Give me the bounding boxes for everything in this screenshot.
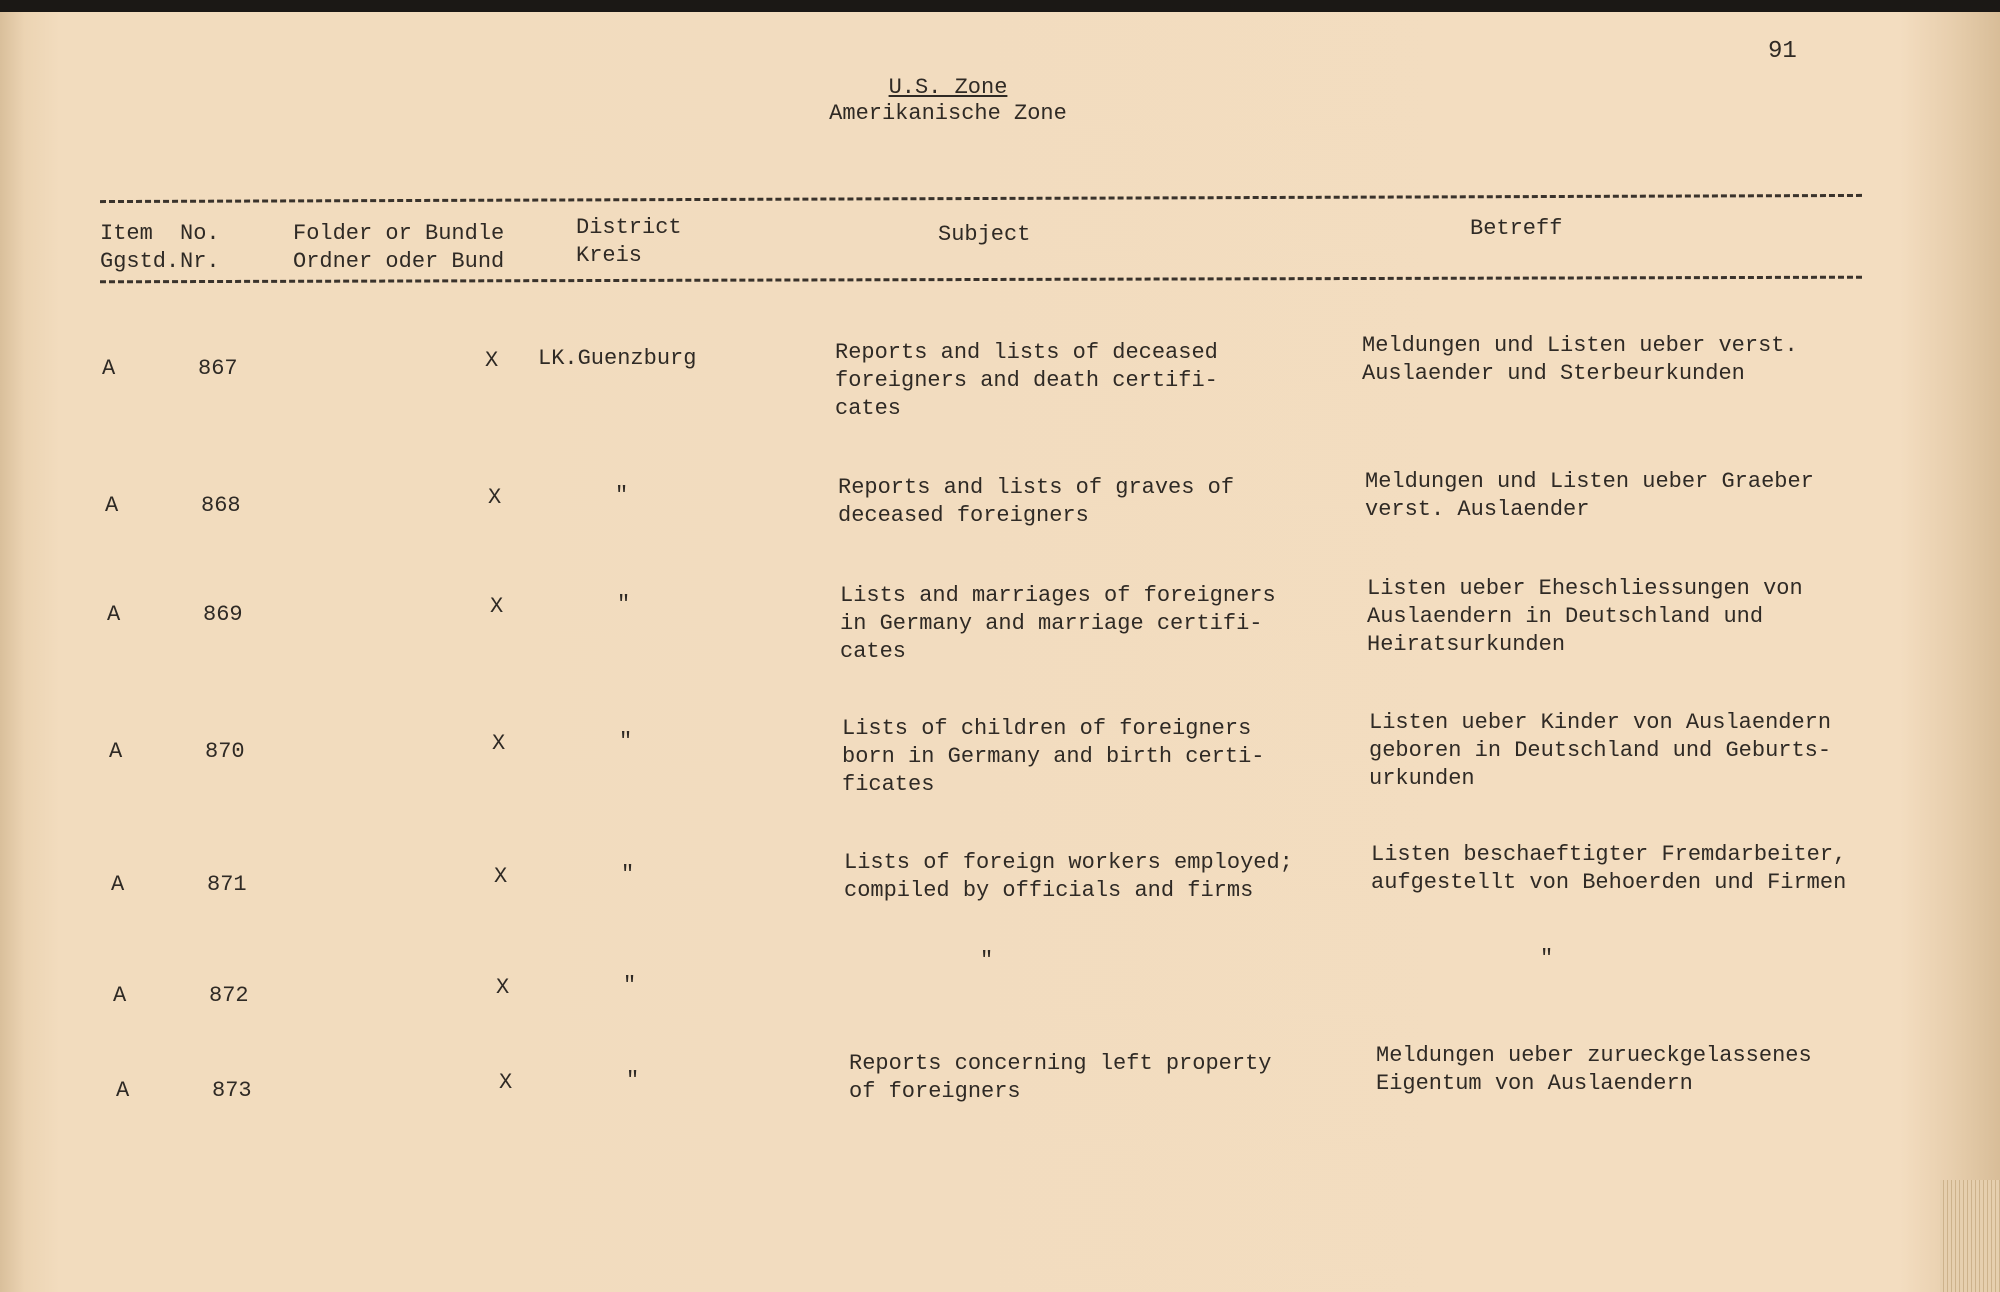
row-number: 869 bbox=[203, 602, 243, 627]
row-betreff: Meldungen und Listen ueber verst. Auslaender und Sterbeurkunden bbox=[1362, 333, 1798, 386]
row-folder-mark: X bbox=[485, 348, 499, 373]
header-no: No. Nr. bbox=[180, 221, 220, 274]
row-item: A bbox=[105, 493, 119, 518]
page-subtitle: Amerikanische Zone bbox=[829, 101, 1067, 126]
header-rule-top bbox=[100, 194, 1862, 203]
row-subject: Lists of foreign workers employed; compiled by officials and firms bbox=[844, 850, 1293, 903]
row-district-ditto: " bbox=[626, 1068, 640, 1093]
row-district: LK.Guenzburg bbox=[538, 346, 697, 371]
row-district-ditto: " bbox=[623, 973, 637, 998]
row-betreff: " bbox=[1540, 946, 1554, 971]
row-folder-mark: X bbox=[499, 1070, 513, 1095]
row-district-ditto: " bbox=[615, 483, 629, 508]
row-number: 867 bbox=[198, 356, 238, 381]
row-item: A bbox=[102, 356, 116, 381]
header-item: Item Ggstd. bbox=[100, 221, 180, 274]
row-number: 870 bbox=[205, 739, 245, 764]
row-betreff: Listen ueber Kinder von Auslaendern geboren in Deutschland und Geburts- urkunden bbox=[1369, 710, 1832, 791]
header-subject: Subject bbox=[938, 222, 1031, 247]
row-number: 873 bbox=[212, 1078, 252, 1103]
row-number: 871 bbox=[207, 872, 247, 897]
row-item: A bbox=[111, 872, 125, 897]
row-district-ditto: " bbox=[617, 592, 631, 617]
page-title: U.S. Zone bbox=[888, 75, 1008, 100]
row-item: A bbox=[113, 983, 127, 1008]
header-district: District Kreis bbox=[576, 215, 682, 268]
row-folder-mark: X bbox=[488, 485, 502, 510]
row-folder-mark: X bbox=[494, 864, 508, 889]
header-folder: Folder or Bundle Ordner oder Bund bbox=[293, 221, 505, 274]
row-number: 868 bbox=[201, 493, 241, 518]
row-subject: Reports and lists of deceased foreigners and death certifi- cates bbox=[835, 340, 1218, 421]
row-district-ditto: " bbox=[619, 729, 633, 754]
row-folder-mark: X bbox=[490, 594, 504, 619]
row-number: 872 bbox=[209, 983, 249, 1008]
row-betreff: Meldungen und Listen ueber Graeber verst. Auslaender bbox=[1365, 469, 1814, 522]
row-subject: Lists of children of foreigners born in Germany and birth certi- ficates bbox=[842, 716, 1265, 797]
page-number: 91 bbox=[1768, 38, 1797, 65]
row-betreff: Listen beschaeftigter Fremdarbeiter, aufgestellt von Behoerden und Firmen bbox=[1371, 842, 1847, 895]
row-subject: Reports and lists of graves of deceased foreigners bbox=[838, 475, 1235, 528]
row-betreff: Listen ueber Eheschliessungen von Auslaendern in Deutschland und Heiratsurkunden bbox=[1367, 576, 1803, 657]
header-rule-bottom bbox=[100, 276, 1862, 284]
row-item: A bbox=[116, 1078, 130, 1103]
row-folder-mark: X bbox=[496, 975, 510, 1000]
page-stack-edge bbox=[1940, 1180, 2000, 1292]
row-item: A bbox=[109, 739, 123, 764]
row-subject: Lists and marriages of foreigners in Germany and marriage certifi- cates bbox=[840, 583, 1276, 664]
row-subject: " bbox=[980, 948, 994, 973]
row-item: A bbox=[107, 602, 121, 627]
row-folder-mark: X bbox=[492, 731, 506, 756]
row-betreff: Meldungen ueber zurueckgelassenes Eigentum von Auslaendern bbox=[1376, 1043, 1812, 1096]
row-district-ditto: " bbox=[621, 862, 635, 887]
row-subject: Reports concerning left property of foreigners bbox=[849, 1051, 1272, 1104]
scan-border bbox=[0, 0, 2000, 12]
header-betreff: Betreff bbox=[1470, 216, 1563, 241]
